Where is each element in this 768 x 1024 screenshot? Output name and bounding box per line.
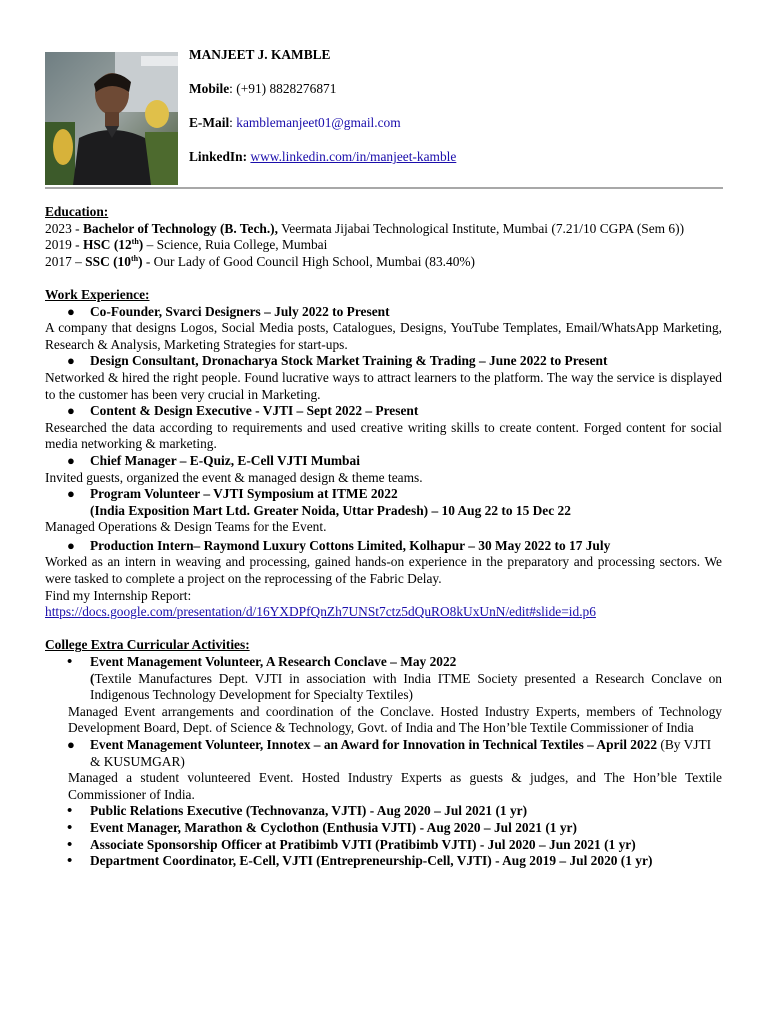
mobile-label: Mobile [189,81,230,97]
extra-heading: College Extra Curricular Activities: [45,637,250,653]
linkedin-link[interactable]: www.linkedin.com/in/manjeet-kamble [250,149,457,165]
education-row: 2017 – SSC (10th) - Our Lady of Good Council High School, Mumbai (83.40%) [45,253,476,269]
mobile-value: : (+91) 8828276871 [229,81,337,97]
work-item-desc: Invited guests, organized the event & managed design & theme teams. [45,469,423,485]
work-item-desc: Worked as an intern in weaving and processing, gained hands-on experience in the preparatory and processing sectors. We were tasked to complete a project on the reprocessing of the Fabric Delay. [45,554,722,587]
education-heading: Education: [45,204,109,219]
work-item-title: ● Co-Founder, Svarci Designers – July 2022 to Present [45,304,722,321]
work-item-title: ● Content & Design Executive - VJTI – Sept 2022 – Present [45,403,722,420]
work-heading: Work Experience: [45,286,150,302]
contact-header [189,47,456,183]
header-divider [45,187,723,189]
linkedin-line [189,149,456,166]
email-link[interactable]: kamblemanjeet01@gmail.com [236,115,401,131]
work-item-title: ● Program Volunteer – VJTI Symposium at ITME 2022 [45,486,722,503]
email-sep: : [229,115,237,131]
candidate-name: MANJEET J. KAMBLE [189,47,331,62]
extra-item-desc: Managed Event arrangements and coordination of the Conclave. Hosted Industry Experts, members of Technology Development Board, Dept. of Science & Technology, Govt. of India and The Hon’ble Textile Commissioner of India [68,703,722,736]
work-item-desc: Managed Operations & Design Teams for the Event. [45,519,327,535]
extra-item-desc: Managed a student volunteered Event. Hosted Industry Experts as guests & judges, and The Hon’ble Textile Commissioner of India. [68,770,722,802]
work-item-title: ● Design Consultant, Dronacharya Stock Market Training & Trading – June 2022 to Present [45,353,722,370]
work-item-title: ● Production Intern– Raymond Luxury Cottons Limited, Kolhapur – 30 May 2022 to 17 July [45,538,722,555]
email-label: E-Mail [189,115,230,131]
resume-body [45,204,722,870]
linkedin-label: LinkedIn: [189,149,248,165]
profile-photo-image [45,52,178,185]
extra-item-note: (Textile Manufactures Dept. VJTI in association with India ITME Society presented a Research Conclave on Indigenous Technology Development for Specialty Textiles) [90,670,722,703]
extra-list-item: • Associate Sponsorship Officer at Pratibimb VJTI (Pratibimb VJTI) - Jul 2020 – Jun 2021 (1 yr) [45,837,722,854]
work-item-subtitle: (India Exposition Mart Ltd. Greater Noida, Uttar Pradesh) – 10 Aug 22 to 15 Dec 22 [90,502,571,518]
email-line [189,115,456,132]
extra-list-item: • Department Coordinator, E-Cell, VJTI (Entrepreneurship-Cell, VJTI) - Aug 2019 – Jul 2020 (1 yr) [45,853,722,870]
education-row: 2023 - Bachelor of Technology (B. Tech.), Veermata Jijabai Technological Institute, Mumbai (7.21/10 CGPA (Sem 6)) [45,220,685,236]
extra-item-title: • Event Management Volunteer, A Research Conclave – May 2022 [45,654,722,671]
extra-list-item: • Event Manager, Marathon & Cyclothon (Enthusia VJTI) - Aug 2020 – Jul 2021 (1 yr) [45,820,722,837]
work-item-title: ● Chief Manager – E-Quiz, E-Cell VJTI Mumbai [45,453,722,470]
work-item-desc: Researched the data according to requirements and used creative writing skills to create content. Forged content for social media networking & marketing. [45,419,722,452]
extra-list-item: • Public Relations Executive (Technovanza, VJTI) - Aug 2020 – Jul 2021 (1 yr) [45,803,722,820]
work-item-desc: Networked & hired the right people. Found lucrative ways to attract learners to the platform. The way the service is displayed to the customer has been very crucial in Marketing. [45,369,722,402]
mobile-line [189,81,456,98]
education-row: 2019 - HSC (12th) – Science, Ruia College, Mumbai [45,237,328,253]
profile-photo [45,52,178,185]
work-item-desc: A company that designs Logos, Social Media posts, Catalogues, Designs, YouTube Templates, Email/WhatsApp Marketing, Research & Analysis, Marketing Strategies for start-ups. [45,320,722,352]
internship-report-link[interactable]: https://docs.google.com/presentation/d/16YXDPfQnZh7UNSt7ctz5dQuRO8kUxUnN/edit#slide=id.p6 [45,604,596,620]
extra-item-title: ● Event Management Volunteer, Innotex – an Award for Innovation in Technical Textiles – April 2022 (By VJTI & KUSUMGAR) [45,737,722,770]
report-label: Find my Internship Report: [45,587,192,603]
